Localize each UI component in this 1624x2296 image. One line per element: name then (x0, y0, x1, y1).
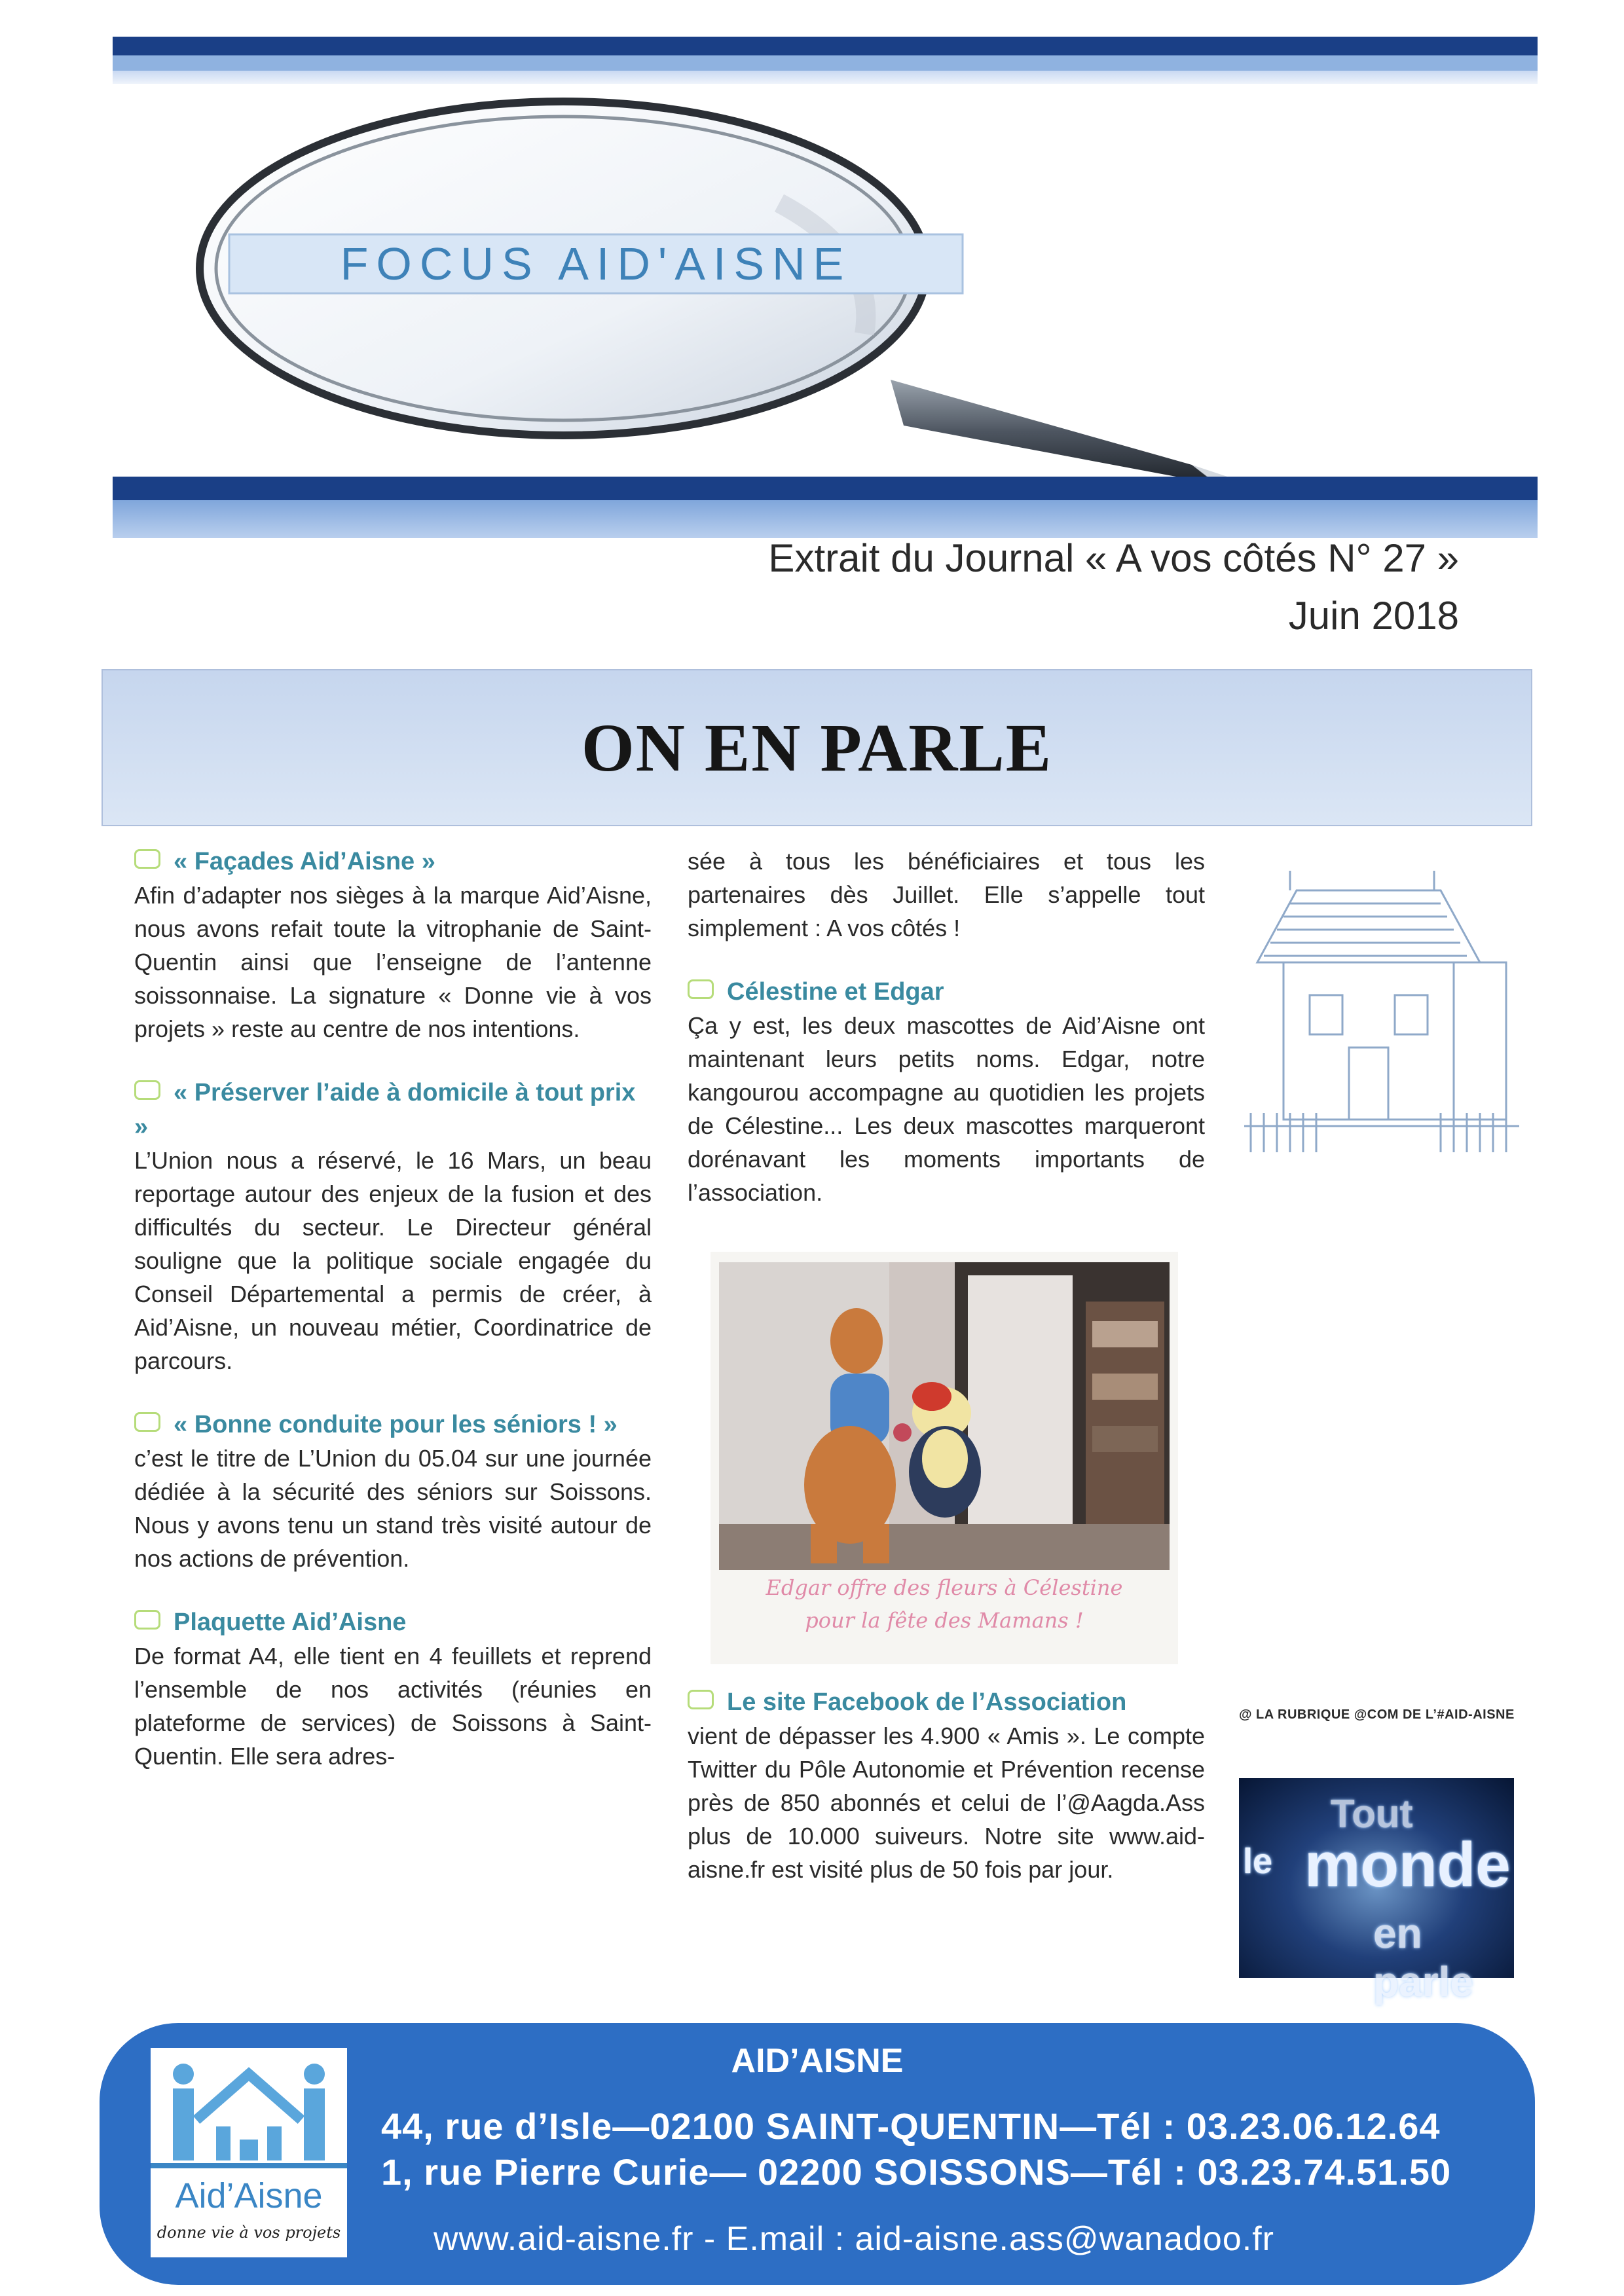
article-body-conduite: c’est le titre de L’Union du 05.04 sur une journée dédiée à la sécurité des séniors sur Soissons. Nous y avons tenu un stand très visité autour de nos actions de prévention. (134, 1445, 652, 1572)
section-title-box (101, 669, 1532, 826)
magnifier-illustration (170, 98, 1270, 491)
journal-date: Juin 2018 (1288, 594, 1459, 638)
journal-extract: Extrait du Journal « A vos côtés N° 27 » (768, 536, 1459, 580)
article-body-plaquette: De format A4, elle tient en 4 feuillets et reprend l’ensemble de nos activités (réunies en plateforme de services) de Soissons à Saint-Quentin. Elle sera adres- (134, 1643, 652, 1770)
header-band-dark (113, 477, 1538, 500)
footer-address-saint-quentin: 44, rue d’Isle—02100 SAINT-QUENTIN—Tél : 03.23.06.12.64 (381, 2105, 1441, 2147)
tmp-word-monde: monde (1304, 1830, 1511, 1900)
mascots-photo (719, 1262, 1170, 1570)
top-band-light (113, 71, 1538, 84)
speech-bubble-icon (134, 1610, 160, 1630)
article-body-facebook: vient de dépasser les 4.900 « Amis ». Le compte Twitter du Pôle Autonomie et Prévention recense près de 850 abonnés et celui de l’@Aagda.Ass plus de 10.000 suiveurs. Notre site www.aid-aisne.fr est visité plus de 50 fois par jour. (688, 1722, 1205, 1883)
logo-tagline: donne vie à vos projets (157, 2223, 341, 2242)
tmp-word-le: le (1243, 1842, 1273, 1881)
speech-bubble-icon (134, 1080, 160, 1100)
house-sketch-illustration (1244, 864, 1519, 1172)
article-heading-preserver: « Préserver l’aide à domicile à tout prix » (134, 1079, 636, 1140)
article-heading-facades: « Façades Aid’Aisne » (134, 845, 652, 879)
article-body-celestine: Ça y est, les deux mascottes de Aid’Aisne ont maintenant leurs petits noms. Edgar, notre kangourou accompagne au quotidien les projets de Célestine... Les deux mascottes marqueront dorénavant les moments importants de l’association. (688, 1012, 1205, 1206)
tout-le-monde-en-parle-logo (1239, 1778, 1514, 2005)
article-body-plaquette-cont: sée à tous les bénéficiaires et tous les partenaires dès Juillet. Elle s’appelle tout simplement : A vos côtés ! (688, 848, 1205, 941)
photo-caption: Edgar offre des fleurs à Célestine pour la fête des Mamans ! (766, 1575, 1123, 1633)
middle-column (688, 845, 1205, 1209)
footer-web-email: www.aid-aisne.fr - E.mail : aid-aisne.ass@wanadoo.fr (434, 2220, 1274, 2258)
left-column (134, 845, 652, 1773)
article-body-facades: Afin d’adapter nos sièges à la marque Aid’Aisne, nous avons refait toute la vitrophanie de Saint-Quentin ainsi que l’enseigne de l’antenne soissonnaise. La signature « Donne vie à vos projets » reste au centre de nos intentions. (134, 882, 652, 1042)
tmp-word-en-parle: en parle (1373, 1910, 1473, 2005)
speech-bubble-icon (134, 849, 160, 869)
aid-aisne-logo (151, 2048, 347, 2257)
article-heading-conduite: « Bonne conduite pour les séniors ! » (134, 1408, 652, 1442)
banner-title: FOCUS AID'AISNE (340, 238, 852, 289)
speech-bubble-icon (688, 1690, 714, 1709)
article-body-preserver: L’Union nous a réservé, le 16 Mars, un beau reportage autour des enjeux de la fusion et des difficultés du secteur. Le Directeur général souligne que la politique sociale engagée du Conseil Départemental a permis de créer, à Aid’Aisne, un nouveau métier, Coordinatrice de parcours. (134, 1147, 652, 1374)
rubrique-credit: @ LA RUBRIQUE @COM DE L’#AID-AISNE (1239, 1707, 1515, 1722)
facebook-article (688, 1685, 1205, 1886)
logo-name: Aid’Aisne (175, 2176, 323, 2215)
tmp-word-tout: Tout (1331, 1792, 1413, 1836)
footer-address-soissons: 1, rue Pierre Curie— 02200 SOISSONS—Tél : 03.23.74.51.50 (381, 2151, 1452, 2193)
speech-bubble-icon (688, 979, 714, 999)
article-heading-facebook: Le site Facebook de l’Association (688, 1685, 1205, 1719)
house-family-icon (151, 2048, 347, 2179)
speech-bubble-icon (134, 1412, 160, 1432)
article-heading-celestine: Célestine et Edgar (688, 975, 1205, 1009)
header-band-light (113, 500, 1538, 538)
top-band (113, 37, 1538, 71)
section-title: ON EN PARLE (581, 710, 1053, 786)
article-heading-plaquette: Plaquette Aid’Aisne (134, 1605, 652, 1639)
footer-org-name: AID’AISNE (731, 2042, 904, 2080)
